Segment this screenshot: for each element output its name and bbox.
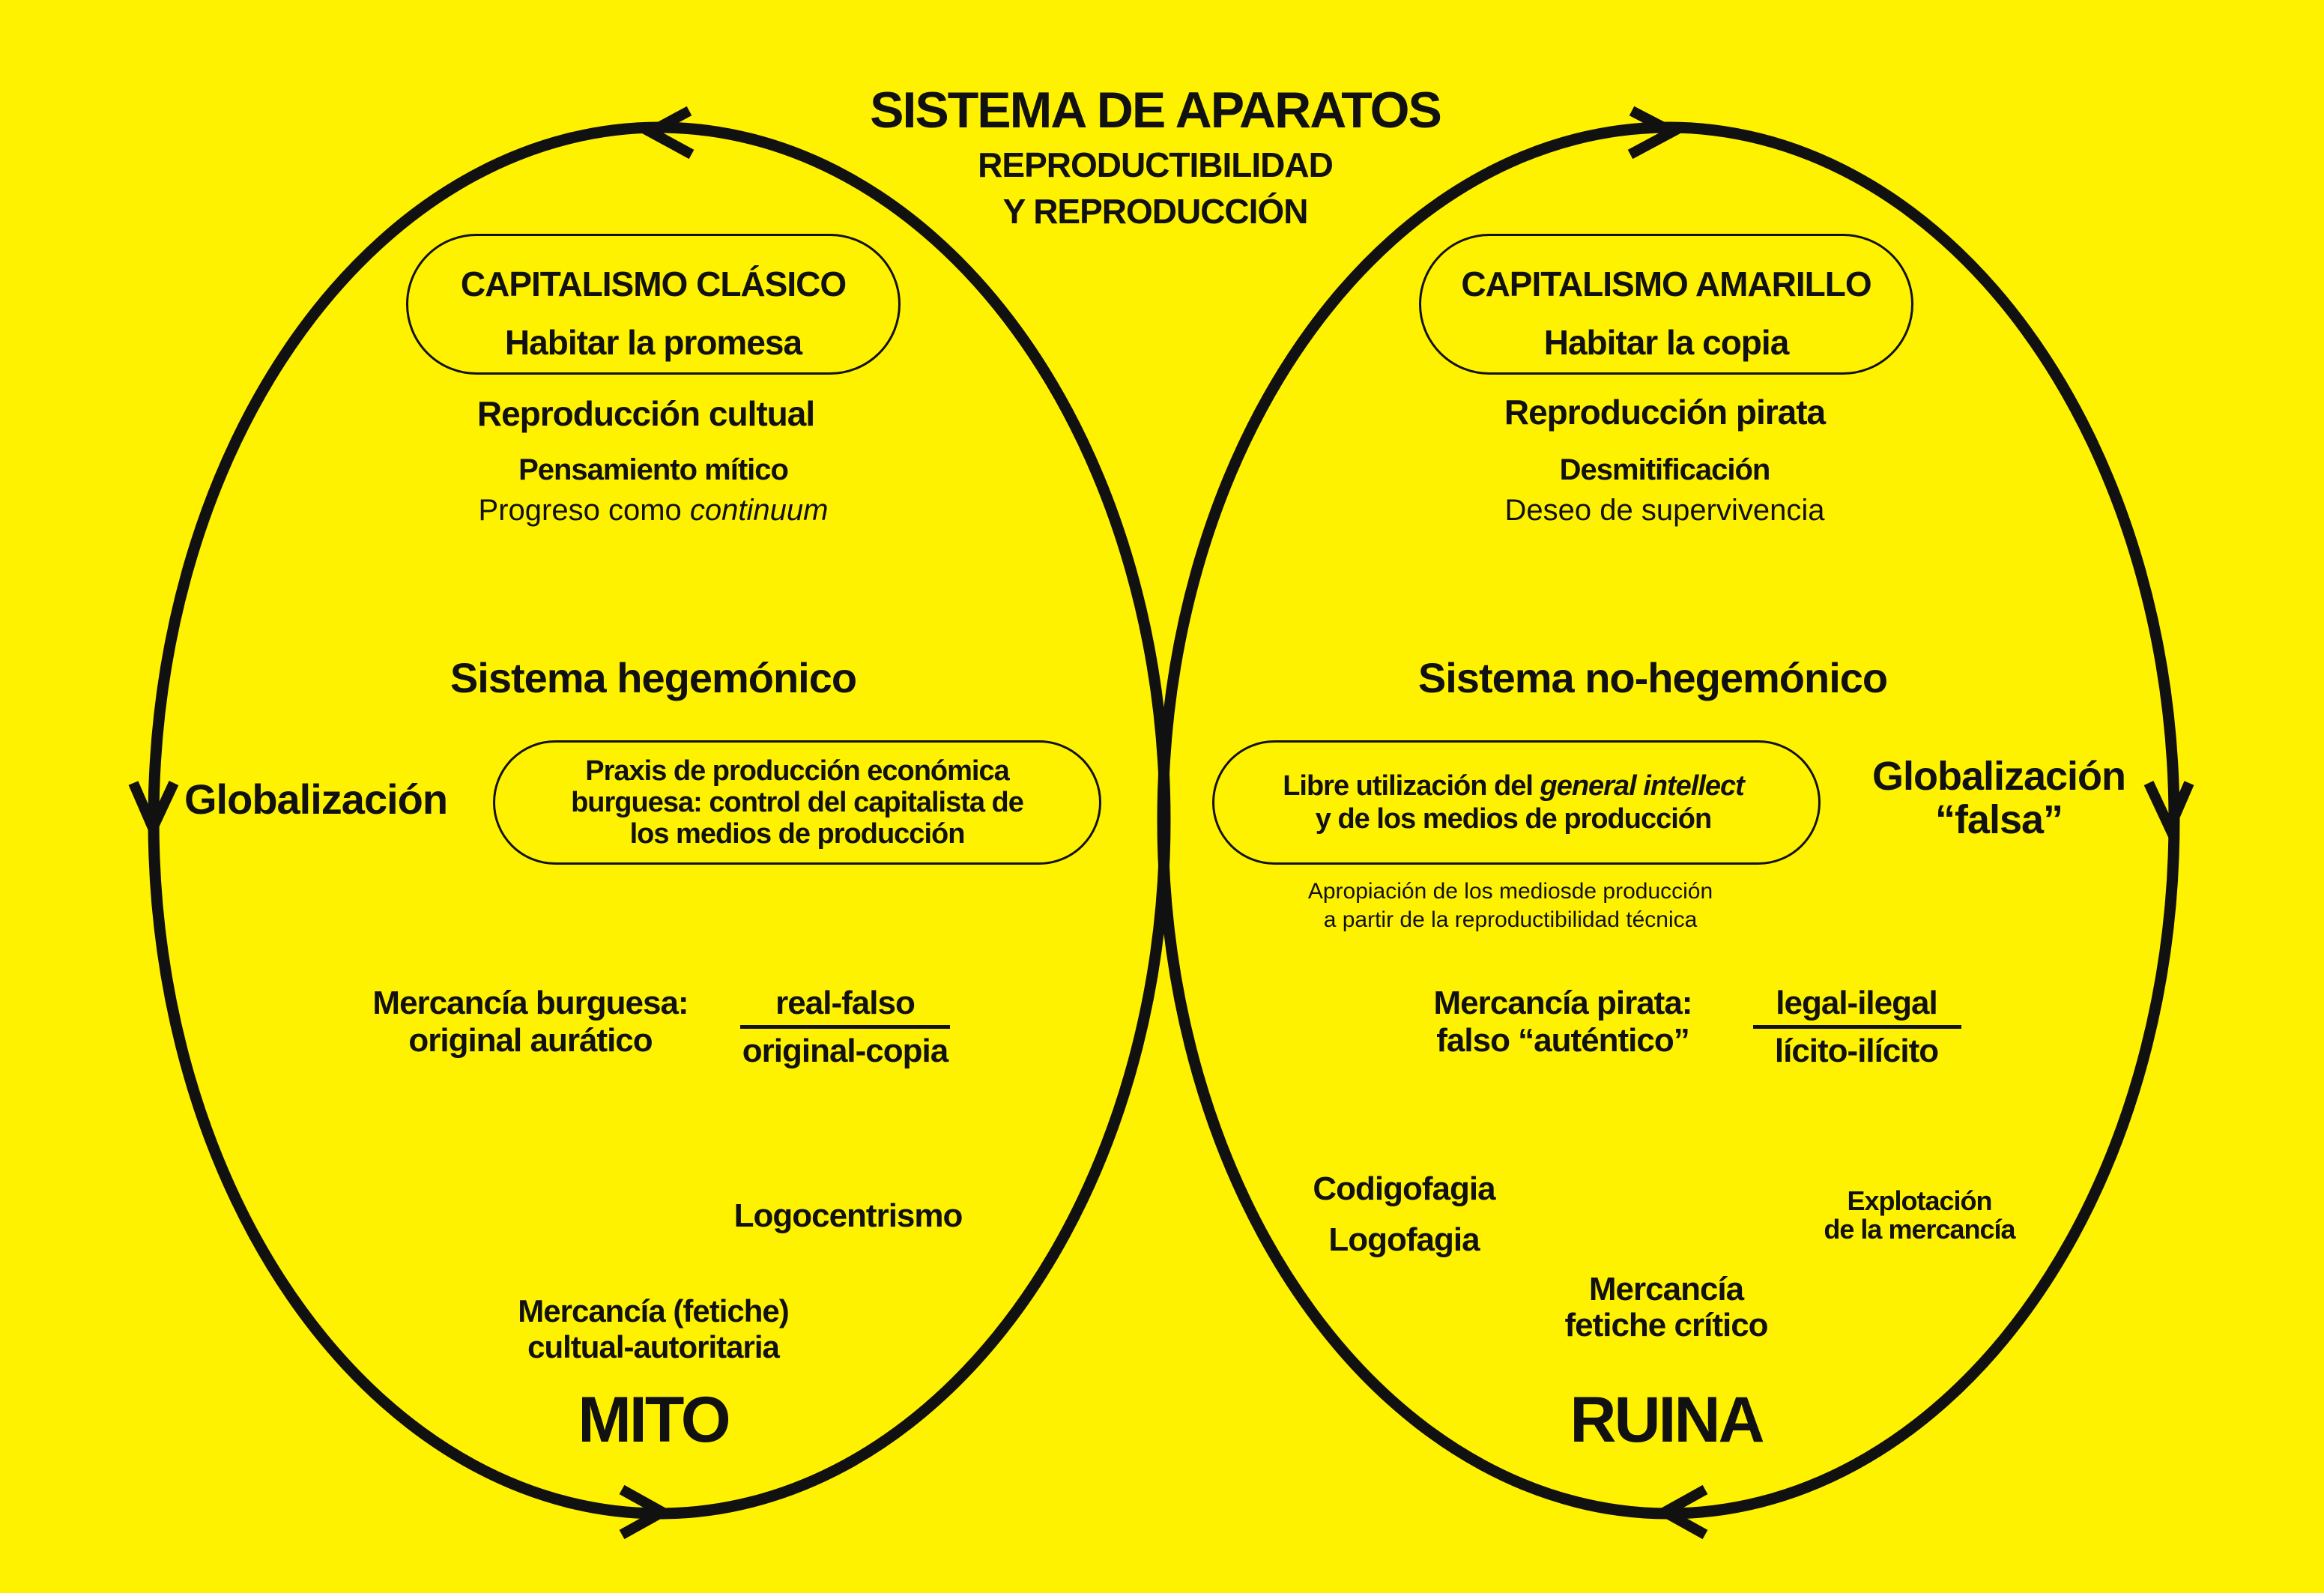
right-demystification: Desmitificación	[1559, 453, 1770, 486]
right-codigofagia: Codigofagia	[1313, 1170, 1495, 1207]
left-commodity-line-1: Mercancía burguesa:	[372, 985, 689, 1021]
left-praxis-line-2: burguesa: control del capitalista de	[571, 787, 1023, 818]
left-fetish-line-2: cultual-autoritaria	[527, 1329, 779, 1364]
right-system: Sistema no-hegemónico	[1417, 654, 1888, 701]
right-commodity-line-1: Mercancía pirata:	[1433, 985, 1692, 1021]
left-fraction-top: real-falso	[775, 985, 915, 1021]
left-logocentrism: Logocentrismo	[733, 1197, 963, 1234]
right-label-ruina: RUINA	[1570, 1384, 1763, 1456]
right-free-use-line-2: y de los medios de producción	[1315, 803, 1712, 835]
left-system: Sistema hegemónico	[450, 654, 857, 701]
right-appropriation-line-1: Apropiación de los mediosde producción	[1307, 879, 1713, 904]
right-logofagia: Logofagia	[1328, 1221, 1480, 1258]
subtitle-line-1: REPRODUCTIBILIDAD	[978, 145, 1333, 184]
right-exploitation-line-2: de la mercancía	[1824, 1214, 2015, 1245]
subtitle-line-2: Y REPRODUCCIÓN	[1002, 192, 1308, 231]
right-free-use-line-1	[1283, 770, 1744, 802]
left-box-title: CAPITALISMO CLÁSICO	[460, 265, 847, 303]
right-appropriation-line-2: a partir de la reproductibilidad técnica	[1323, 907, 1698, 932]
right-fraction-bottom: lícito-ilícito	[1774, 1033, 1939, 1069]
right-critical-line-2: fetiche crítico	[1564, 1307, 1768, 1343]
left-progress-prefix: Progreso como	[478, 494, 682, 527]
right-reproduction: Reproducción pirata	[1504, 393, 1826, 432]
right-critical-line-1: Mercancía	[1588, 1271, 1744, 1308]
left-praxis-line-3: los medios de producción	[629, 818, 965, 850]
right-globalization-line-2: “falsa”	[1934, 797, 2063, 842]
right-globalization-line-1: Globalización	[1871, 754, 2126, 799]
right-box-title: CAPITALISMO AMARILLO	[1461, 265, 1871, 303]
left-label-mito: MITO	[578, 1384, 729, 1456]
right-fraction-bar	[1753, 1025, 1961, 1029]
right-free-use-prefix: Libre utilización del	[1283, 770, 1533, 802]
page-title: SISTEMA DE APARATOS	[870, 82, 1441, 139]
right-desire: Deseo de supervivencia	[1504, 494, 1825, 527]
left-globalization: Globalización	[184, 776, 448, 823]
left-praxis-line-1: Praxis de producción económica	[585, 755, 1009, 787]
left-commodity-line-2: original aurático	[408, 1022, 653, 1059]
left-reproduction: Reproducción cultual	[476, 394, 815, 433]
left-progress	[479, 495, 829, 526]
right-box-subtitle: Habitar la copia	[1543, 323, 1789, 362]
right-commodity-line-2: falso “auténtico”	[1436, 1022, 1689, 1059]
left-box-subtitle: Habitar la promesa	[504, 323, 802, 362]
left-fraction-bar	[740, 1025, 950, 1029]
right-free-use-italic: general intellect	[1540, 770, 1744, 802]
right-exploitation-line-1: Explotación	[1847, 1185, 1992, 1216]
left-fetish-line-1: Mercancía (fetiche)	[518, 1293, 789, 1328]
left-fraction-bottom: original-copia	[742, 1033, 948, 1069]
left-thought: Pensamiento mítico	[518, 453, 788, 486]
right-free-use-box	[1212, 740, 1821, 865]
right-fraction-top: legal-ilegal	[1776, 985, 1937, 1021]
left-progress-italic: continuum	[689, 494, 829, 527]
